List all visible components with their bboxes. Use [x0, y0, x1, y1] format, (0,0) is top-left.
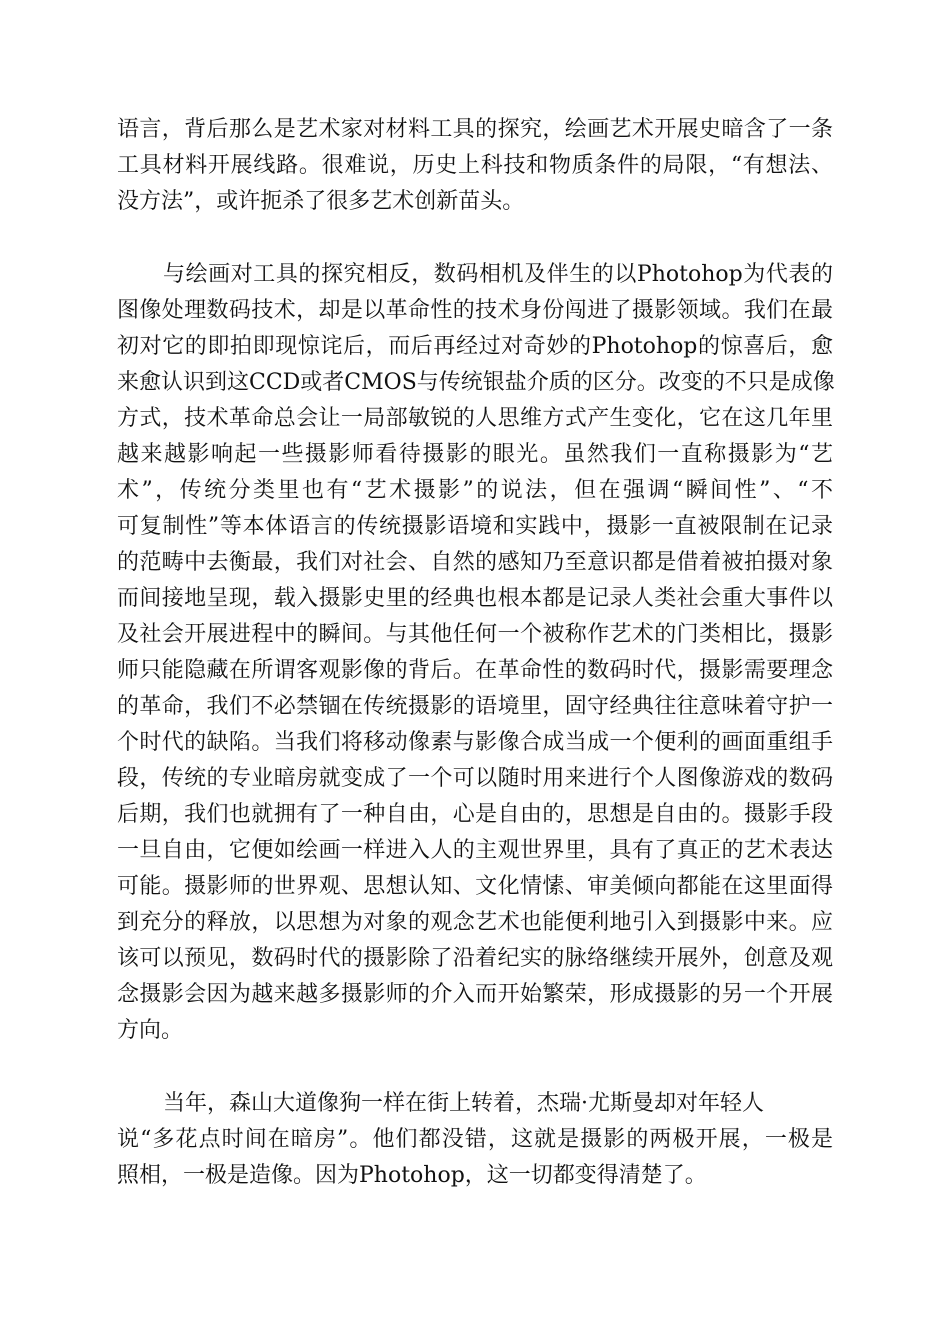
text-line: 图像处理数码技术，却是以革命性的技术身份闯进了摄影领域。我们在最	[117, 298, 833, 323]
text-line: 没方法”，或许扼杀了很多艺术创新苗头。	[117, 189, 525, 214]
text-line: 后期，我们也就拥有了一种自由，心是自由的，思想是自由的。摄影手段	[117, 802, 833, 827]
text-line: 越来越影响起一些摄影师看待摄影的眼光。虽然我们一直称摄影为“艺	[117, 442, 833, 467]
text-line: 的革命，我们不必禁锢在传统摄影的语境里，固守经典往往意味着守护一	[117, 694, 833, 719]
text-line: 工具材料开展线路。很难说，历史上科技和物质条件的局限，“有想法、	[117, 153, 833, 178]
text-line: 一旦自由，它便如绘画一样进入人的主观世界里，具有了真正的艺术表达	[117, 838, 833, 863]
paragraph-3	[117, 1086, 833, 1194]
text-line: 方式，技术革命总会让一局部敏锐的人思维方式产生变化，它在这几年里	[117, 406, 833, 431]
text-line: 方向。	[117, 1018, 184, 1043]
text-line: 说“多花点时间在暗房”。他们都没错，这就是摄影的两极开展，一极是	[117, 1127, 833, 1152]
text-line: 而间接地呈现，载入摄影史里的经典也根本都是记录人类社会重大事件以	[117, 586, 833, 611]
paragraph-1	[117, 112, 833, 220]
text-line: 当年，森山大道像狗一样在街上转着，杰瑞·尤斯曼却对年轻人	[163, 1091, 764, 1116]
text-line: 可能。摄影师的世界观、思想认知、文化情愫、审美倾向都能在这里面得	[117, 874, 833, 899]
text-line: 念摄影会因为越来越多摄影师的介入而开始繁荣，形成摄影的另一个开展	[117, 982, 833, 1007]
text-line: 可复制性”等本体语言的传统摄影语境和实践中，摄影一直被限制在记录	[117, 514, 833, 539]
text-line: 师只能隐藏在所谓客观影像的背后。在革命性的数码时代，摄影需要理念	[117, 658, 833, 683]
text-line: 到充分的释放，以思想为对象的观念艺术也能便利地引入到摄影中来。应	[117, 910, 833, 935]
text-line: 语言，背后那么是艺术家对材料工具的探究，绘画艺术开展史暗含了一条	[117, 117, 833, 142]
text-line: 初对它的即拍即现惊诧后，而后再经过对奇妙的Photohop的惊喜后，愈	[117, 334, 833, 359]
text-line: 的范畴中去衡最，我们对社会、自然的感知乃至意识都是借着被拍摄对象	[117, 550, 833, 575]
text-line: 段，传统的专业暗房就变成了一个可以随时用来进行个人图像游戏的数码	[117, 766, 833, 791]
text-line: 术”，传统分类里也有“艺术摄影”的说法，但在强调“瞬间性”、“不	[117, 478, 833, 503]
text-line: 及社会开展进程中的瞬间。与其他任何一个被称作艺术的门类相比，摄影	[117, 622, 833, 647]
text-line: 照相，一极是造像。因为Photohop，这一切都变得清楚了。	[117, 1163, 707, 1188]
text-line: 来愈认识到这CCD或者CMOS与传统银盐介质的区分。改变的不只是成像	[117, 370, 835, 395]
text-line: 与绘画对工具的探究相反，数码相机及伴生的以Photohop为代表的	[163, 262, 833, 287]
text-line: 个时代的缺陷。当我们将移动像素与影像合成当成一个便利的画面重组手	[117, 730, 833, 755]
text-line: 该可以预见，数码时代的摄影除了沿着纪实的脉络继续开展外，创意及观	[117, 946, 833, 971]
body-text	[117, 112, 833, 1194]
paragraph-2	[117, 257, 833, 1049]
